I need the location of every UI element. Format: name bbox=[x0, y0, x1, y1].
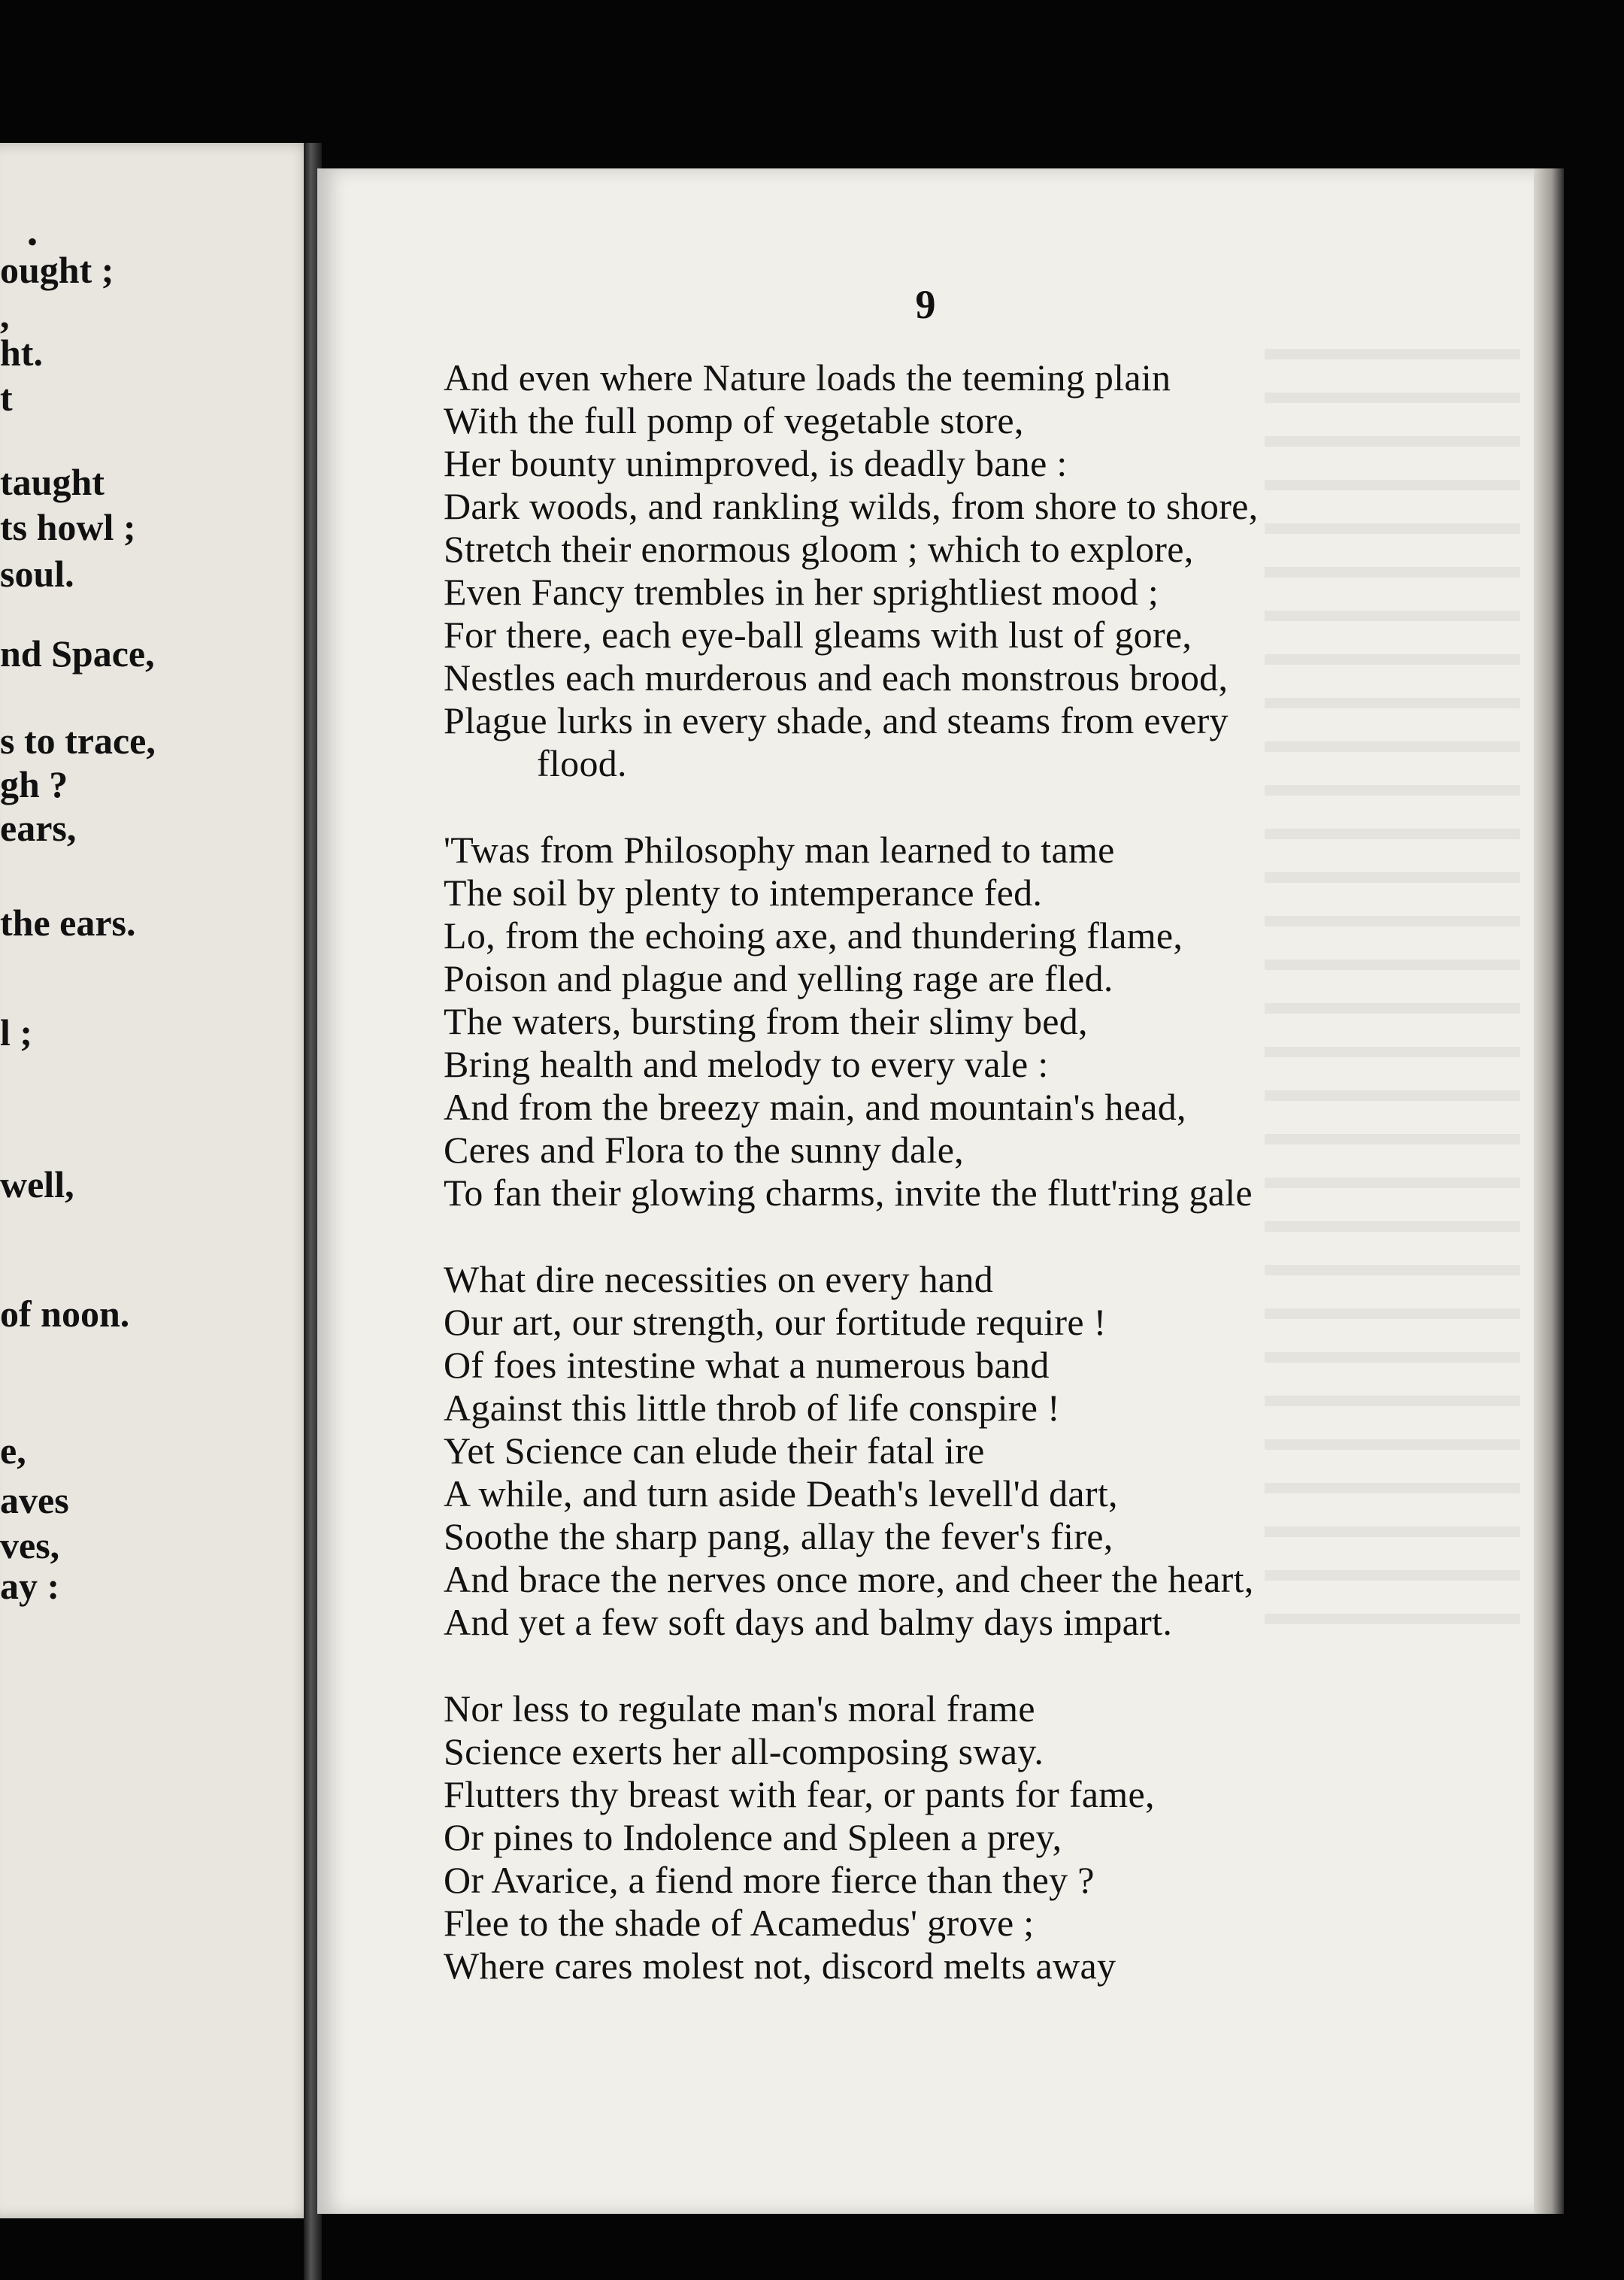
left-page-line-fragment: e, bbox=[0, 1430, 26, 1472]
poem-line: Nor less to regulate man's moral frame bbox=[444, 1687, 1035, 1730]
left-page-line-fragment: of noon. bbox=[0, 1293, 130, 1335]
poem-line: For there, each eye-ball gleams with lust of gore, bbox=[444, 614, 1192, 656]
poem-line: What dire necessities on every hand bbox=[444, 1258, 994, 1300]
left-page-line-fragment: nd Space, bbox=[0, 632, 155, 675]
poem-line: Bring health and melody to every vale : bbox=[444, 1043, 1049, 1085]
poem-line: With the full pomp of vegetable store, bbox=[444, 399, 1024, 441]
left-page-line-fragment: s to trace, bbox=[0, 720, 156, 762]
ink-speck: • bbox=[27, 225, 38, 259]
left-page-line-fragment: taught bbox=[0, 461, 105, 503]
poem-line: 'Twas from Philosophy man learned to tame bbox=[444, 829, 1115, 871]
poem-line: Lo, from the echoing axe, and thundering flame, bbox=[444, 914, 1183, 957]
poem-line: And brace the nerves once more, and cheer the heart, bbox=[444, 1558, 1254, 1600]
poem-line: Ceres and Flora to the sunny dale, bbox=[444, 1129, 964, 1171]
stanza bbox=[444, 1258, 1519, 1644]
page-edge bbox=[1534, 168, 1564, 2214]
right-page bbox=[317, 168, 1534, 2214]
poem-body bbox=[444, 356, 1519, 2031]
poem-line: A while, and turn aside Death's levell'd dart, bbox=[444, 1472, 1118, 1514]
left-page-line-fragment: gh ? bbox=[0, 763, 68, 805]
poem-line: And yet a few soft days and balmy days impart. bbox=[444, 1601, 1173, 1643]
poem-line: Against this little throb of life conspire ! bbox=[444, 1387, 1060, 1429]
poem-line: Or pines to Indolence and Spleen a prey, bbox=[444, 1816, 1062, 1858]
poem-line: flood. bbox=[537, 742, 627, 784]
left-page-line-fragment: ought ; bbox=[0, 249, 114, 291]
left-page-line-fragment: the ears. bbox=[0, 902, 136, 944]
poem-line: Flutters thy breast with fear, or pants for fame, bbox=[444, 1773, 1155, 1815]
stanza bbox=[444, 356, 1519, 785]
poem-line: Yet Science can elude their fatal ire bbox=[444, 1430, 985, 1472]
left-page-line-fragment: ts howl ; bbox=[0, 506, 136, 548]
poem-line: Nestles each murderous and each monstrous brood, bbox=[444, 656, 1229, 699]
poem-line: Even Fancy trembles in her sprightliest mood ; bbox=[444, 571, 1159, 613]
poem-line: Of foes intestine what a numerous band bbox=[444, 1344, 1050, 1386]
poem-line: Science exerts her all-composing sway. bbox=[444, 1730, 1044, 1772]
poem-line: And from the breezy main, and mountain's head, bbox=[444, 1086, 1186, 1128]
poem-line: To fan their glowing charms, invite the flutt'ring gale bbox=[444, 1172, 1253, 1214]
left-page-line-fragment: ht. bbox=[0, 332, 43, 374]
poem-line: Our art, our strength, our fortitude require ! bbox=[444, 1301, 1107, 1343]
poem-line: Plague lurks in every shade, and steams from every bbox=[444, 699, 1229, 741]
page-number: 9 bbox=[915, 282, 936, 327]
stanza bbox=[444, 829, 1519, 1214]
left-page-line-fragment: t bbox=[0, 377, 13, 419]
left-page-fragment bbox=[0, 143, 320, 2218]
poem-line: Soothe the sharp pang, allay the fever's fire, bbox=[444, 1515, 1113, 1557]
poem-line: Or Avarice, a fiend more fierce than they ? bbox=[444, 1859, 1095, 1901]
poem-line: Flee to the shade of Acamedus' grove ; bbox=[444, 1902, 1035, 1944]
left-page-line-fragment: well, bbox=[0, 1163, 74, 1205]
left-page-line-fragment: soul. bbox=[0, 553, 74, 595]
poem-line: Stretch their enormous gloom ; which to explore, bbox=[444, 528, 1194, 570]
stanza bbox=[444, 1687, 1519, 1987]
left-page-line-fragment: l ; bbox=[0, 1011, 33, 1054]
poem-line: And even where Nature loads the teeming plain bbox=[444, 356, 1171, 399]
poem-line: The soil by plenty to intemperance fed. bbox=[444, 872, 1043, 914]
left-page-line-fragment: ay : bbox=[0, 1565, 60, 1607]
left-page-line-fragment: ears, bbox=[0, 807, 77, 849]
poem-line: Dark woods, and rankling wilds, from shore to shore, bbox=[444, 485, 1259, 527]
poem-line: Where cares molest not, discord melts away bbox=[444, 1945, 1116, 1987]
left-page-line-fragment: ves, bbox=[0, 1524, 60, 1566]
left-page-line-fragment: aves bbox=[0, 1479, 69, 1521]
poem-line: The waters, bursting from their slimy bed, bbox=[444, 1000, 1088, 1042]
left-page-line-fragment: , bbox=[0, 294, 10, 336]
poem-line: Poison and plague and yelling rage are fled. bbox=[444, 957, 1113, 999]
poem-line: Her bounty unimproved, is deadly bane : bbox=[444, 442, 1068, 484]
